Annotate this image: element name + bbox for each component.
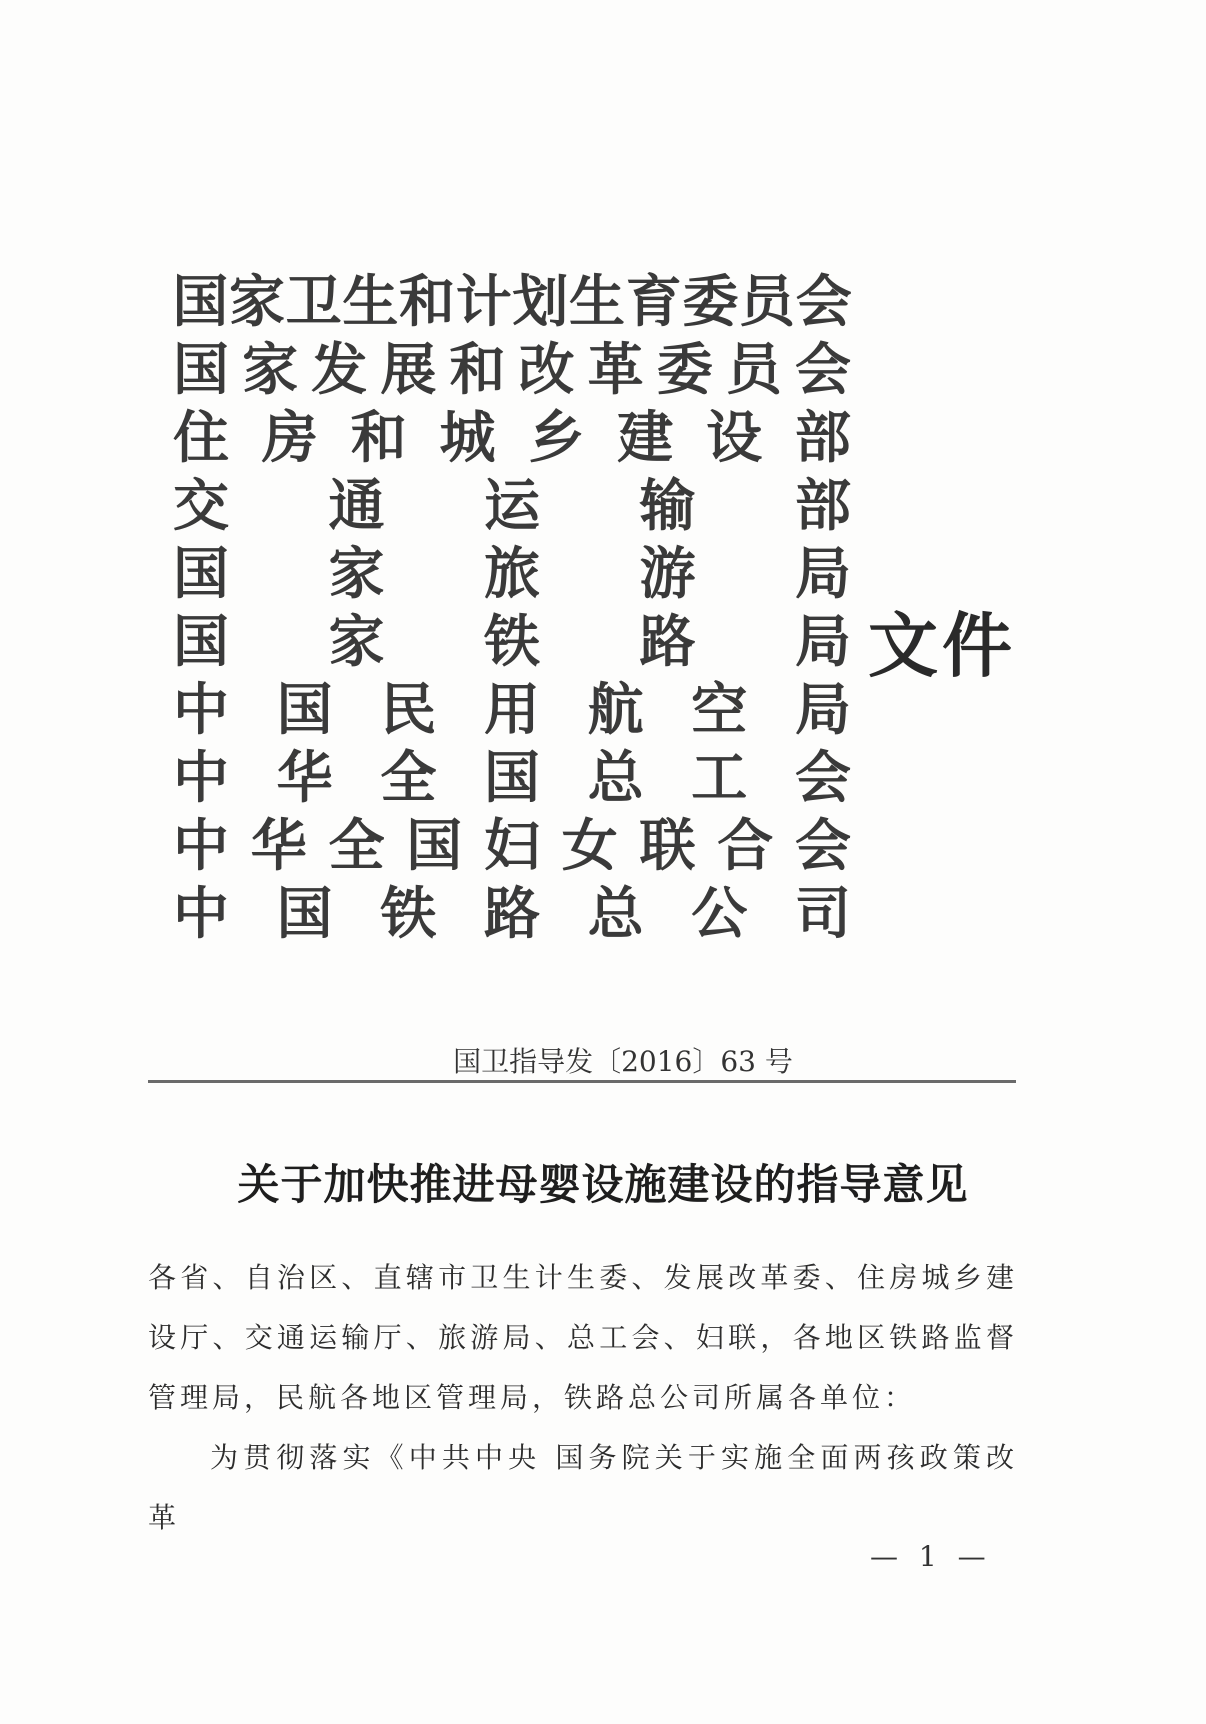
agency-char: 中 bbox=[173, 813, 229, 879]
agency-char: 家 bbox=[229, 269, 285, 335]
agency-char: 家 bbox=[328, 541, 385, 607]
agency-char: 国 bbox=[276, 881, 333, 947]
agency-char: 和 bbox=[449, 337, 506, 403]
agency-row bbox=[172, 404, 852, 472]
agency-char: 建 bbox=[617, 405, 674, 471]
agency-char: 输 bbox=[639, 473, 696, 539]
agency-char: 运 bbox=[484, 473, 540, 539]
agency-char: 空 bbox=[691, 677, 748, 743]
agency-char: 城 bbox=[439, 405, 496, 471]
agency-row bbox=[172, 336, 852, 404]
agency-char: 会 bbox=[794, 745, 851, 811]
agency-char: 乡 bbox=[528, 405, 585, 471]
document-label: 文件 bbox=[868, 604, 1016, 687]
header-divider bbox=[148, 1080, 1016, 1083]
agency-char: 房 bbox=[261, 405, 318, 471]
agency-char: 全 bbox=[328, 813, 385, 879]
agency-char: 司 bbox=[794, 881, 851, 947]
agency-char: 计 bbox=[455, 269, 512, 335]
agency-char: 工 bbox=[691, 745, 748, 811]
agency-row bbox=[172, 608, 852, 676]
agency-char: 国 bbox=[172, 269, 229, 335]
agency-char: 会 bbox=[795, 269, 852, 335]
agency-char: 国 bbox=[276, 677, 333, 743]
agency-char: 员 bbox=[739, 269, 796, 335]
agency-char: 路 bbox=[483, 881, 540, 947]
agency-char: 航 bbox=[587, 677, 644, 743]
agency-char: 合 bbox=[717, 813, 774, 879]
agency-char: 局 bbox=[795, 541, 851, 607]
agency-char: 局 bbox=[794, 677, 851, 743]
agency-row bbox=[172, 880, 852, 948]
agency-char: 家 bbox=[328, 609, 385, 675]
agency-char: 总 bbox=[587, 745, 644, 811]
agency-char: 局 bbox=[795, 609, 851, 675]
agency-char: 公 bbox=[691, 881, 748, 947]
page-number: — 1 — bbox=[870, 1540, 992, 1573]
agency-row bbox=[172, 744, 852, 812]
agency-char: 改 bbox=[518, 337, 575, 403]
agency-char: 和 bbox=[350, 405, 407, 471]
agency-char: 国 bbox=[173, 609, 229, 675]
agency-char: 国 bbox=[173, 337, 229, 403]
agency-char: 育 bbox=[625, 269, 682, 335]
agency-char: 划 bbox=[512, 269, 569, 335]
agency-row bbox=[172, 812, 852, 880]
agency-char: 委 bbox=[656, 337, 713, 403]
agency-char: 妇 bbox=[484, 813, 540, 879]
agency-char: 总 bbox=[587, 881, 644, 947]
agency-char: 用 bbox=[483, 677, 540, 743]
agency-char: 员 bbox=[725, 337, 782, 403]
agency-char: 国 bbox=[406, 813, 463, 879]
agency-char: 国 bbox=[483, 745, 540, 811]
agency-char: 女 bbox=[561, 813, 618, 879]
agency-char: 住 bbox=[173, 405, 229, 471]
document-number: 国卫指导发〔2016〕63 号 bbox=[453, 1045, 793, 1078]
agency-char: 铁 bbox=[484, 609, 540, 675]
agency-char: 会 bbox=[794, 337, 851, 403]
issuing-agencies-block bbox=[172, 268, 852, 948]
agency-row bbox=[172, 472, 852, 540]
agency-char: 华 bbox=[276, 745, 333, 811]
agency-char: 国 bbox=[173, 541, 229, 607]
agency-char: 会 bbox=[795, 813, 851, 879]
addressees-paragraph: 各省、自治区、直辖市卫生计生委、发展改革委、住房城乡建设厅、交通运输厅、旅游局、总工会、妇联，各地区铁路监督管理局，民航各地区管理局，铁路总公司所属各单位： bbox=[148, 1261, 1018, 1414]
agency-char: 游 bbox=[639, 541, 696, 607]
agency-char: 中 bbox=[173, 745, 229, 811]
agency-char: 发 bbox=[311, 337, 368, 403]
agency-char: 展 bbox=[380, 337, 437, 403]
document-body bbox=[148, 1248, 1018, 1548]
agency-char: 卫 bbox=[285, 269, 342, 335]
agency-char: 生 bbox=[569, 269, 626, 335]
agency-char: 革 bbox=[587, 337, 644, 403]
agency-char: 委 bbox=[682, 269, 739, 335]
agency-char: 部 bbox=[794, 405, 851, 471]
agency-char: 路 bbox=[639, 609, 696, 675]
agency-char: 全 bbox=[380, 745, 437, 811]
document-title: 关于加快推进母婴设施建设的指导意见 bbox=[237, 1160, 969, 1209]
agency-char: 设 bbox=[706, 405, 763, 471]
agency-char: 和 bbox=[399, 269, 456, 335]
agency-row bbox=[172, 676, 852, 744]
agency-char: 旅 bbox=[484, 541, 540, 607]
opening-paragraph: 为贯彻落实《中共中央 国务院关于实施全面两孩政策改革 bbox=[148, 1441, 1018, 1534]
agency-char: 通 bbox=[328, 473, 385, 539]
agency-char: 民 bbox=[380, 677, 437, 743]
agency-char: 部 bbox=[795, 473, 851, 539]
agency-char: 华 bbox=[250, 813, 307, 879]
agency-char: 交 bbox=[173, 473, 229, 539]
agency-char: 中 bbox=[173, 677, 229, 743]
agency-char: 铁 bbox=[380, 881, 437, 947]
agency-row bbox=[172, 268, 852, 336]
agency-char: 家 bbox=[242, 337, 299, 403]
agency-char: 联 bbox=[639, 813, 696, 879]
agency-char: 中 bbox=[173, 881, 229, 947]
agency-row bbox=[172, 540, 852, 608]
agency-char: 生 bbox=[342, 269, 399, 335]
